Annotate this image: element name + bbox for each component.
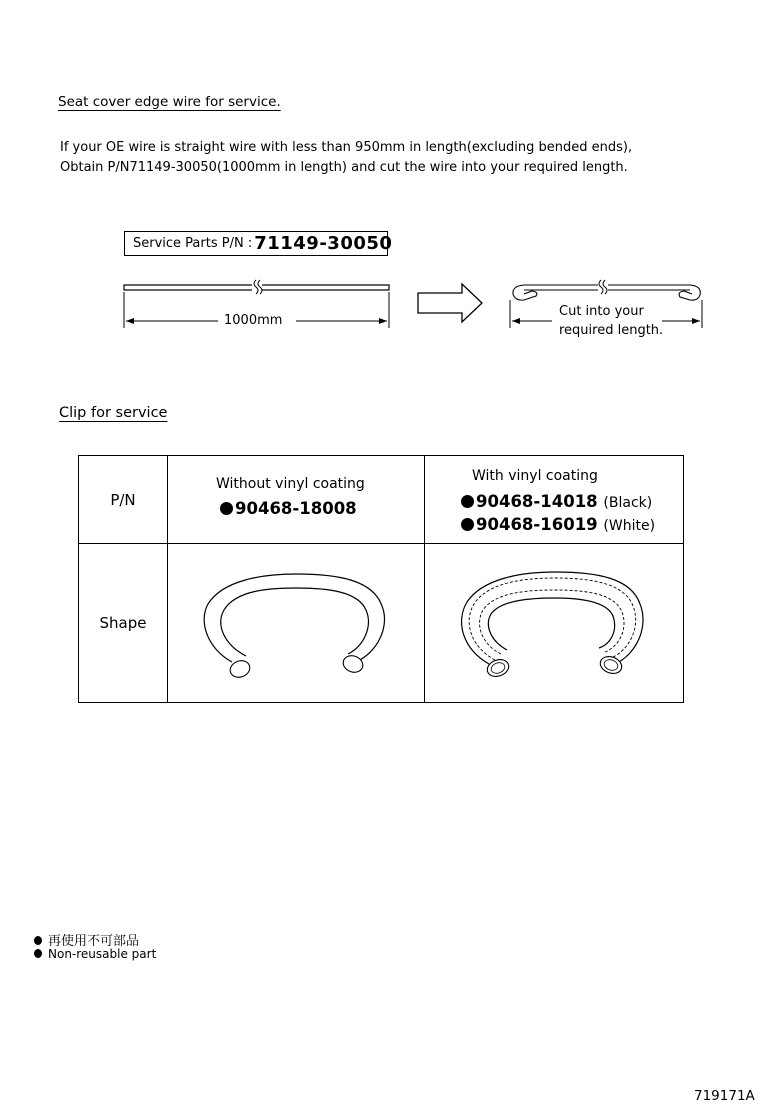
bullet-dot-icon <box>34 936 42 945</box>
non-reusable-dot-icon <box>461 518 474 531</box>
section-title-clip: Clip for service <box>59 405 168 421</box>
table-row <box>79 456 684 544</box>
instruction-line-1: If your OE wire is straight wire with less than 950mm in length(excluding bended ends), <box>60 140 633 155</box>
instruction-line-2: Obtain P/N71149-30050(1000mm in length) and cut the wire into your required length. <box>60 160 628 175</box>
header-pn: P/N <box>79 456 168 544</box>
non-reusable-dot-icon <box>461 495 474 508</box>
section-title-edge-wire: Seat cover edge wire for service. <box>58 94 281 110</box>
bullet-dot-icon <box>34 949 42 958</box>
part-number-black: 90468-14018 (Black) <box>461 492 652 511</box>
cut-wire <box>513 280 700 300</box>
part-number-without: 90468-18008 <box>220 499 357 518</box>
note-japanese: 再使用不可部品 <box>34 930 139 949</box>
without-vinyl-label: Without vinyl coating <box>216 476 365 492</box>
length-label: 1000mm <box>224 313 283 328</box>
wire-diagram <box>0 0 760 360</box>
cut-label-line-1: Cut into your <box>559 304 644 319</box>
service-part-number: 71149-30050 <box>254 233 393 254</box>
clip-plain-icon <box>168 544 424 698</box>
cell-without-vinyl <box>168 456 425 544</box>
cell-with-vinyl <box>425 456 684 544</box>
service-parts-label: Service Parts P/N : <box>133 236 253 251</box>
right-arrow-icon <box>418 284 482 322</box>
part-number-white: 90468-16019 (White) <box>461 515 655 534</box>
header-shape: Shape <box>79 544 168 703</box>
clip-shape-vinyl <box>425 544 684 703</box>
table-row <box>79 544 684 703</box>
with-vinyl-label: With vinyl coating <box>472 468 598 484</box>
straight-wire <box>124 280 389 294</box>
figure-number: 719171A <box>694 1088 755 1104</box>
non-reusable-dot-icon <box>220 502 233 515</box>
note-english: Non-reusable part <box>34 947 156 961</box>
clip-table <box>78 455 684 703</box>
clip-shape-plain <box>168 544 425 703</box>
cut-label-line-2: required length. <box>559 323 664 338</box>
clip-vinyl-icon <box>425 544 683 698</box>
